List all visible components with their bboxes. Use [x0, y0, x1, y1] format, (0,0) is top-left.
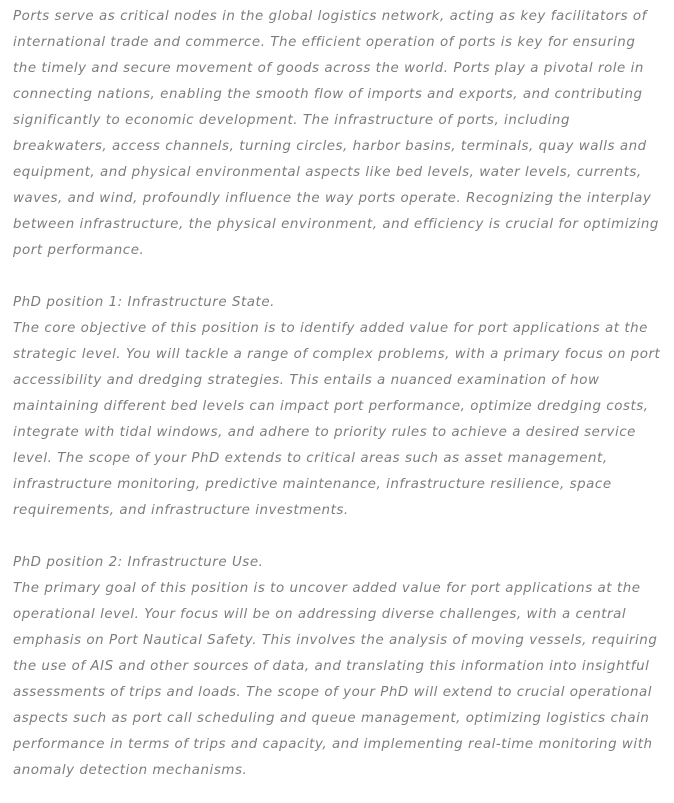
position-1-title: PhD position 1: Infrastructure State.: [13, 295, 275, 310]
paragraph-spacer: [13, 264, 662, 290]
phd-position-1: [13, 290, 662, 524]
position-1-description: The core objective of this position is to identify added value for port applications at the strategic level. You will tackle a range of complex problems, with a primary focus on port accessibility and dredging strategies. This entails a nuanced examination of how maintaining different bed levels can impact port performance, optimize dredging costs, integrate with tidal windows, and adhere to priority rules to achieve a desired service level. The scope of your PhD extends to critical areas such as asset management, infrastructure monitoring, predictive maintenance, infrastructure resilience, space requirements, and infrastructure investments.: [13, 321, 661, 518]
position-2-description: The primary goal of this position is to uncover added value for port applications at the operational level. Your focus will be on addressing diverse challenges, with a central emphasis on Port Nautical Safety. This involves the analysis of moving vessels, requiring the use of AIS and other sources of data, and translating this information into insightful assessments of trips and loads. The scope of your PhD will extend to crucial operational aspects such as port call scheduling and queue management, optimizing logistics chain performance in terms of trips and capacity, and implementing real-time monitoring with anomaly detection mechanisms.: [13, 581, 658, 778]
position-2-title: PhD position 2: Infrastructure Use.: [13, 555, 264, 570]
phd-position-2: [13, 550, 662, 784]
paragraph-spacer: [13, 524, 662, 550]
intro-paragraph: Ports serve as critical nodes in the global logistics network, acting as key facilitators of international trade and commerce. The efficient operation of ports is key for ensuring the timely and secure movement of goods across the world. Ports play a pivotal role in connecting nations, enabling the smooth flow of imports and exports, and contributing significantly to economic development. The infrastructure of ports, including breakwaters, access channels, turning circles, harbor basins, terminals, quay walls and equipment, and physical environmental aspects like bed levels, water levels, currents, waves, and wind, profoundly influence the way ports operate. Recognizing the interplay between infrastructure, the physical environment, and efficiency is crucial for optimizing port performance.: [13, 9, 659, 258]
